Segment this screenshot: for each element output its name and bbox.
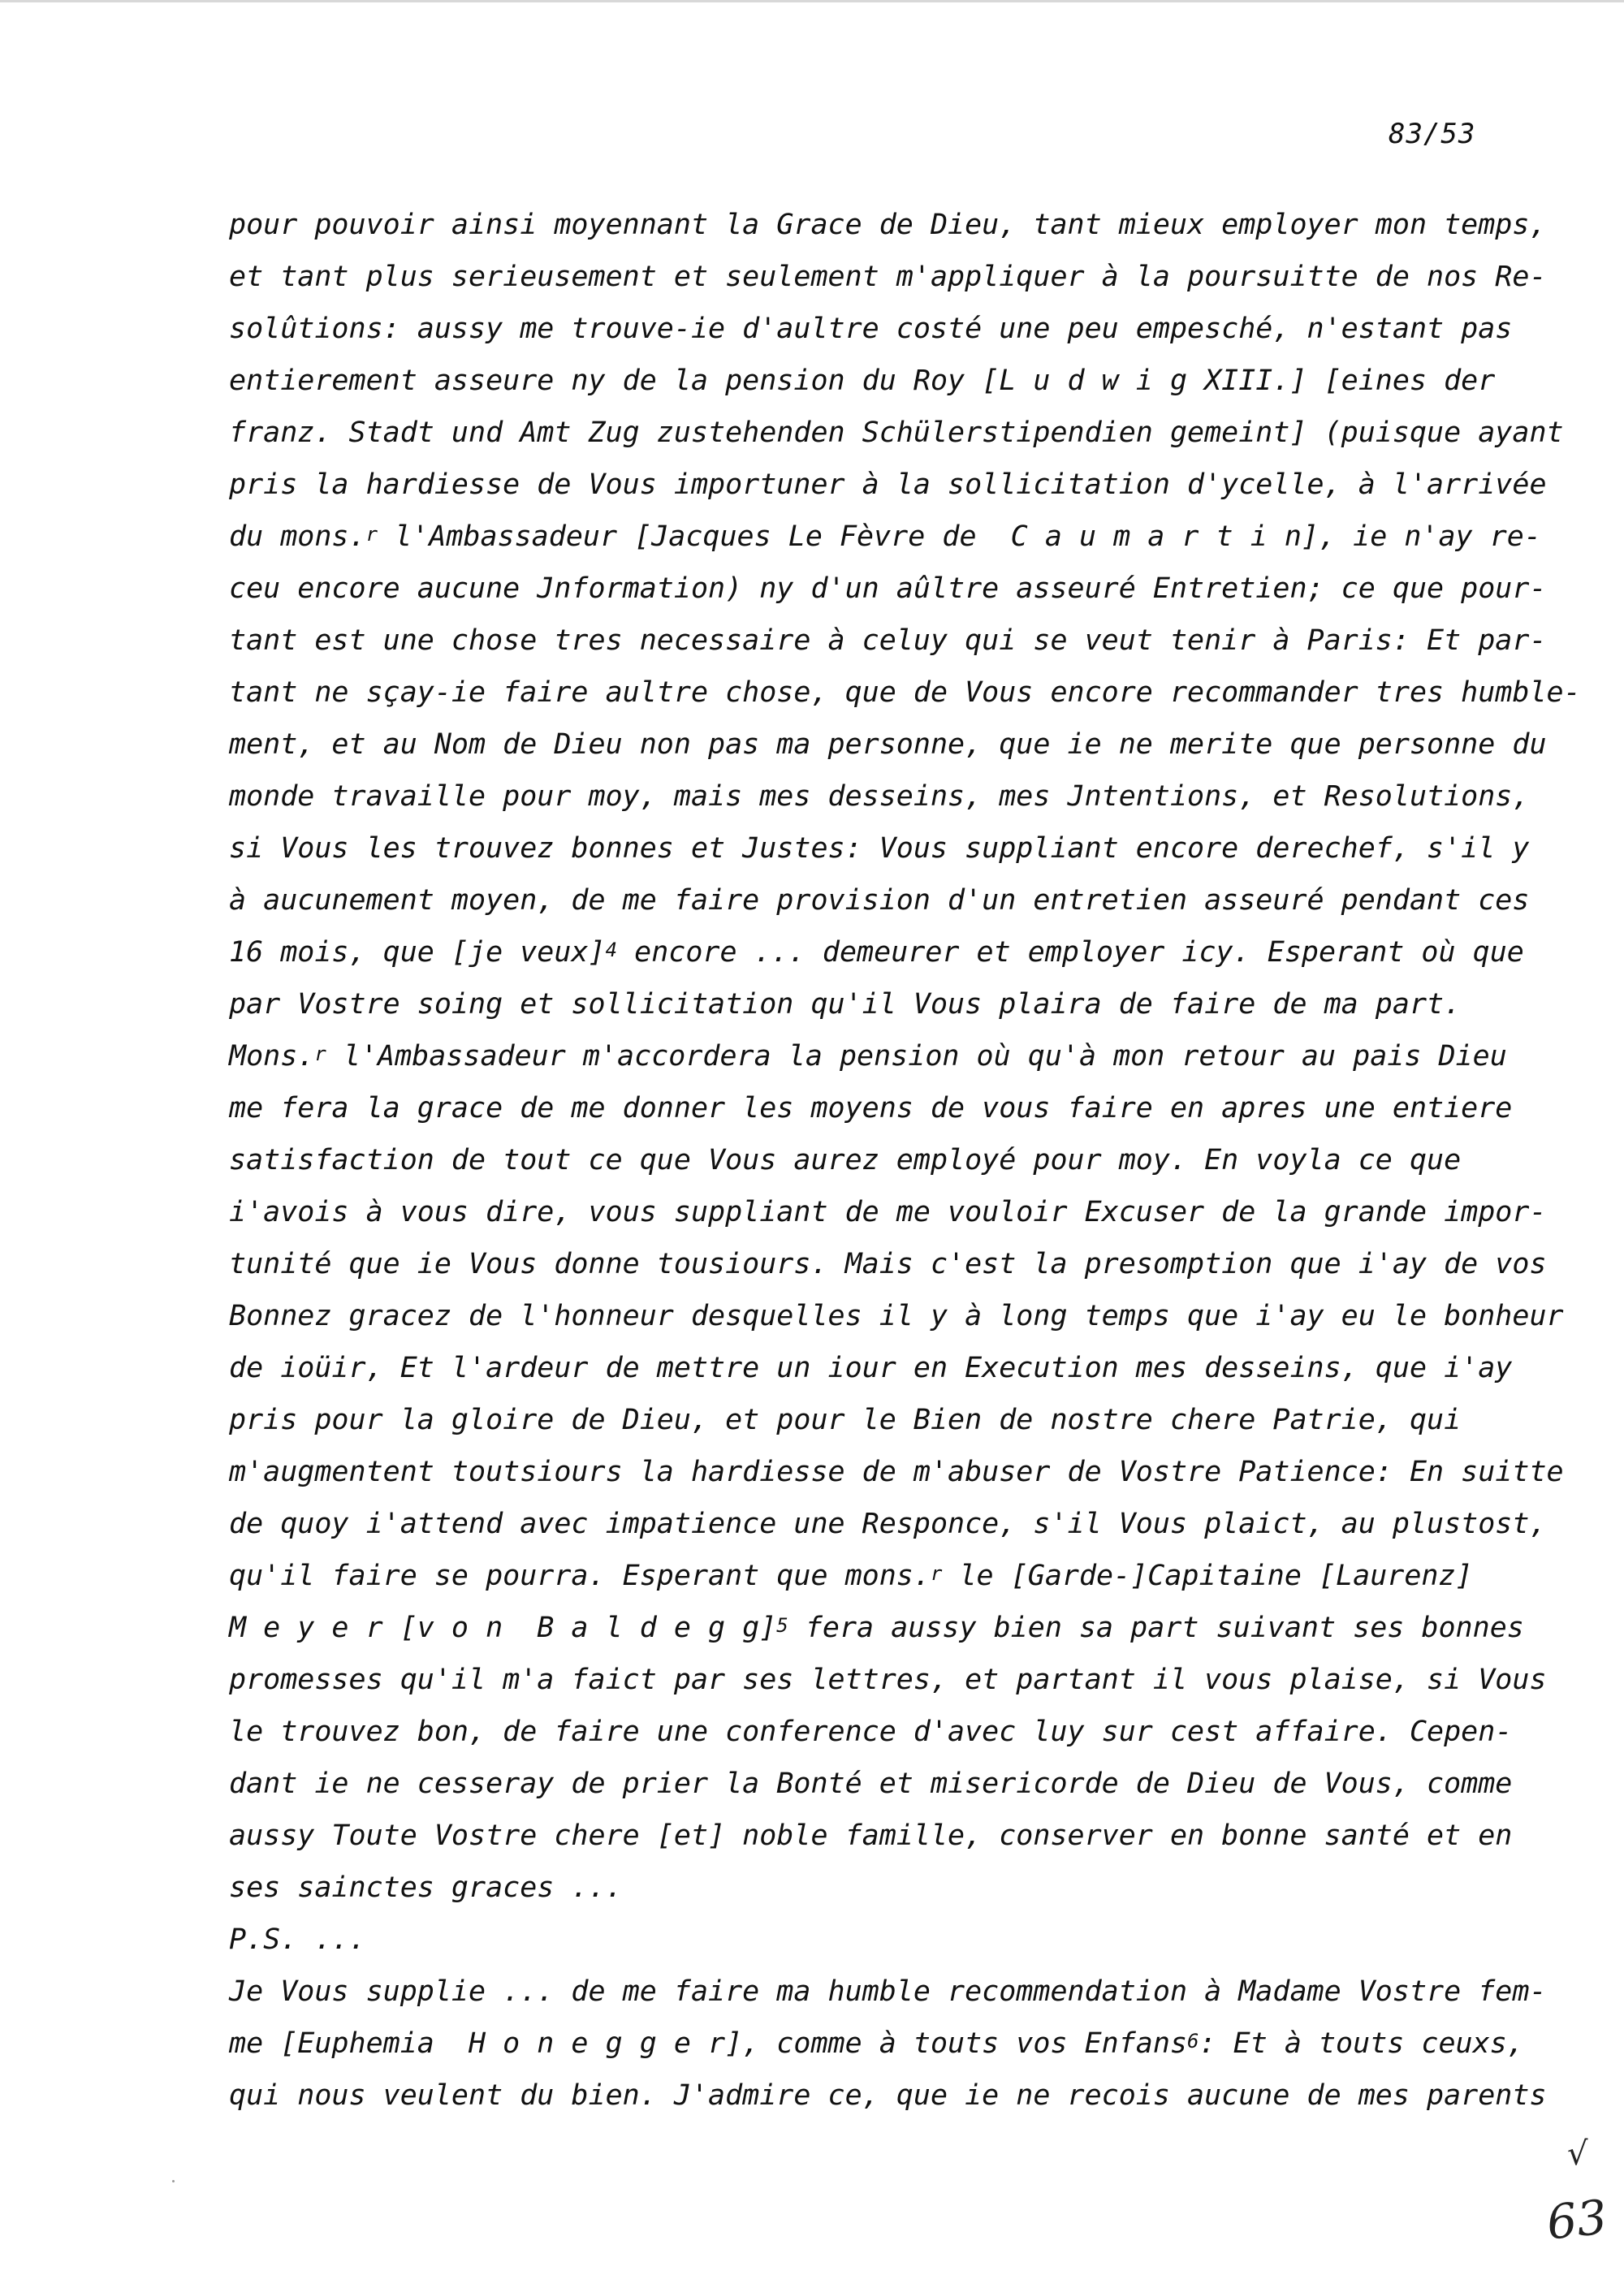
superscript: 5 (776, 1614, 788, 1637)
text-line (229, 822, 1528, 874)
text-line (229, 407, 1564, 459)
text-line (229, 1238, 1547, 1290)
text-line (229, 1810, 1528, 1862)
text-line (229, 511, 1541, 563)
text-line (229, 1654, 1547, 1706)
line-text: solûtions: aussy me trouve-ie d'aultre costé une peu empesché, n'estant pas (229, 313, 1513, 345)
line-text: Mons. (229, 1040, 315, 1073)
superscript: r (930, 1562, 943, 1585)
superscript: r (365, 523, 378, 546)
line-text: par Vostre soing et sollicitation qu'il Vous plaira de faire de ma part. (229, 988, 1462, 1021)
text-line (229, 459, 1547, 511)
text-line (229, 1446, 1564, 1498)
line-text: dant ie ne cesseray de prier la Bonté et misericorde de Dieu de Vous, comme (229, 1768, 1513, 1800)
line-text-continued: l'Ambassadeur m'accordera la pension où qu'à mon retour au pais Dieu (326, 1040, 1507, 1073)
line-text-continued: : Et à touts ceuxs, (1199, 2027, 1524, 2060)
text-line (229, 1394, 1528, 1446)
paper-speck (172, 2180, 175, 2182)
text-line (229, 1498, 1547, 1550)
text-line (229, 1134, 1528, 1186)
line-text: entierement asseure ny de la pension du Roy [L u d w i g XIII.] [eines der (229, 365, 1496, 397)
line-text: aussy Toute Vostre chere [et] noble famille, conserver en bonne santé et en (229, 1820, 1513, 1852)
text-line (229, 615, 1547, 667)
line-text: pris pour la gloire de Dieu, et pour le Bien de nostre chere Patrie, qui (229, 1404, 1462, 1436)
text-line (229, 2070, 1547, 2122)
line-text: qui nous veulent du bien. J'admire ce, que ie ne recois aucune de mes parents (229, 2079, 1547, 2112)
line-text: ceu encore aucune Jnformation) ny d'un aûltre asseuré Entretien; ce que pour- (229, 572, 1547, 605)
text-line (229, 1030, 1528, 1082)
text-line (229, 1914, 1528, 1966)
line-text: du mons. (229, 520, 366, 553)
text-line (229, 1550, 1528, 1602)
line-text: ses sainctes graces ... (229, 1871, 623, 1904)
line-text: tunité que ie Vous donne tousiours. Mais c'est la presomption que i'ay de vos (229, 1248, 1547, 1280)
page-number: 83/53 (1389, 118, 1476, 150)
line-text: à aucunement moyen, de me faire provision d'un entretien asseuré pendant ces (229, 884, 1530, 917)
text-line (229, 874, 1528, 926)
line-text: tant ne sçay-ie faire aultre chose, que de Vous encore recommander tres humble- (229, 676, 1581, 709)
line-text: Bonnez gracez de l'honneur desquelles il y à long temps que i'ay eu le bonheur (229, 1300, 1564, 1332)
line-text: me fera la grace de me donner les moyens de vous faire en apres une entiere (229, 1092, 1513, 1125)
text-line (229, 1602, 1528, 1654)
handwritten-folio-number: 63 (1544, 2189, 1610, 2251)
text-line (229, 1186, 1547, 1238)
text-line (229, 355, 1528, 407)
line-text: P.S. ... (229, 1923, 366, 1956)
text-line (229, 1082, 1528, 1134)
superscript: 4 (605, 939, 618, 961)
line-text: i'avois à vous dire, vous suppliant de me vouloir Excuser de la grande impor- (229, 1196, 1547, 1228)
text-line (229, 1862, 1528, 1914)
line-text-continued: encore ... demeurer et employer icy. Esperant où que (617, 936, 1524, 969)
line-text-continued: fera aussy bien sa part suivant ses bonnes (788, 1612, 1524, 1644)
text-line (229, 1706, 1528, 1758)
line-text: tant est une chose tres necessaire à celuy qui se veut tenir à Paris: Et par- (229, 624, 1547, 657)
text-line (229, 719, 1547, 771)
line-text: me [Euphemia H o n e g g e r], comme à touts vos Enfans (229, 2027, 1188, 2060)
line-text: satisfaction de tout ce que Vous aurez employé pour moy. En voyla ce que (229, 1144, 1462, 1176)
text-line (229, 251, 1547, 303)
line-text: franz. Stadt und Amt Zug zustehenden Schülerstipendien gemeint] (puisque ayant (229, 417, 1564, 449)
line-text: si Vous les trouvez bonnes et Justes: Vous suppliant encore derechef, s'il y (229, 832, 1530, 865)
text-line (229, 1966, 1547, 2018)
line-text: M e y e r [v o n B a l d e g g] (229, 1612, 777, 1644)
line-text: pour pouvoir ainsi moyennant la Grace de Dieu, tant mieux employer mon temps, (229, 209, 1547, 241)
line-text: le trouvez bon, de faire une conference d'avec luy sur cest affaire. Cepen- (229, 1716, 1513, 1748)
line-text-continued: l'Ambassadeur [Jacques Le Fèvre de C a u m a r t i n], ie n'ay re- (378, 520, 1541, 553)
text-line (229, 2018, 1528, 2070)
line-text: pris la hardiesse de Vous importuner à la sollicitation d'ycelle, à l'arrivée (229, 468, 1547, 501)
line-text: 16 mois, que [je veux] (229, 936, 606, 969)
line-text: et tant plus serieusement et seulement m'appliquer à la poursuitte de nos Re- (229, 261, 1547, 293)
line-text: ment, et au Nom de Dieu non pas ma personne, que ie ne merite que personne du (229, 728, 1547, 761)
line-text: monde travaille pour moy, mais mes desseins, mes Jntentions, et Resolutions, (229, 780, 1530, 813)
superscript: 6 (1187, 2030, 1199, 2053)
line-text: de quoy i'attend avec impatience une Responce, s'il Vous plaict, au plustost, (229, 1508, 1547, 1540)
text-line (229, 771, 1528, 822)
line-text: m'augmentent toutsiours la hardiesse de m'abuser de Vostre Patience: En suitte (229, 1456, 1564, 1488)
text-line (229, 667, 1581, 719)
line-text: Je Vous supplie ... de me faire ma humble recommendation à Madame Vostre fem- (229, 1975, 1547, 2008)
line-text: promesses qu'il m'a faict par ses lettres, et partant il vous plaise, si Vous (229, 1664, 1547, 1696)
line-text-continued: le [Garde-]Capitaine [Laurenz] (942, 1560, 1473, 1592)
text-line (229, 1342, 1528, 1394)
margin-check-mark: √ (1567, 2135, 1588, 2173)
page-top-edge (0, 0, 1624, 2)
text-line (229, 1758, 1528, 1810)
superscript: r (314, 1043, 326, 1065)
letter-body (229, 199, 1581, 2122)
text-line (229, 303, 1528, 355)
text-line (229, 563, 1547, 615)
text-line (229, 199, 1547, 251)
text-line (229, 926, 1528, 978)
line-text: de ioüir, Et l'ardeur de mettre un iour en Execution mes desseins, que i'ay (229, 1352, 1513, 1384)
text-line (229, 1290, 1564, 1342)
line-text: qu'il faire se pourra. Esperant que mons. (229, 1560, 931, 1592)
text-line (229, 978, 1528, 1030)
